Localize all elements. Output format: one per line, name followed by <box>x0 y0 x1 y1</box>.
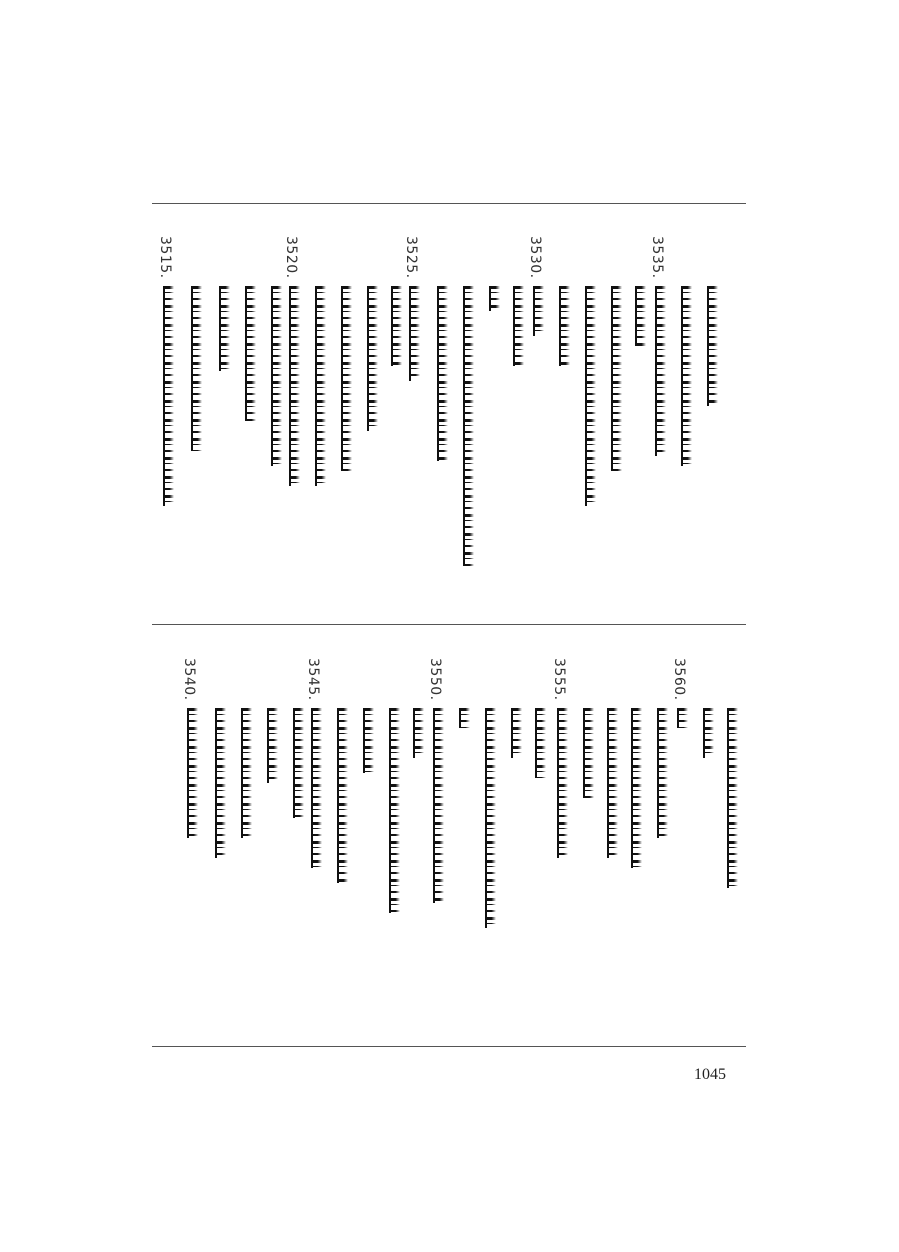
mongolian-script-line <box>363 708 378 773</box>
line-number: 3555. <box>551 658 567 701</box>
verse-line <box>358 658 386 908</box>
line-number: 3525. <box>403 236 419 279</box>
verse-line <box>672 658 700 908</box>
verse-line <box>186 236 214 516</box>
mongolian-script-line <box>187 708 202 838</box>
mongolian-script-line <box>367 286 382 431</box>
mongolian-script-line <box>511 708 526 758</box>
mongolian-script-line <box>535 708 550 778</box>
verse-line <box>310 236 338 516</box>
mongolian-script-line <box>163 286 178 506</box>
mongolian-script-line <box>655 286 670 456</box>
page-number: 1045 <box>694 1066 726 1083</box>
mongolian-script-line <box>315 286 330 486</box>
bottom-rule <box>152 1046 746 1047</box>
verse-line <box>214 236 242 516</box>
verse-line <box>528 236 556 516</box>
verse-line <box>306 658 334 908</box>
verse-line <box>404 236 432 516</box>
mongolian-script-line <box>559 286 574 366</box>
verse-block-lower <box>0 658 899 908</box>
mongolian-script-line <box>433 708 448 903</box>
verse-line <box>722 658 750 908</box>
verse-line <box>454 658 482 908</box>
mongolian-script-line <box>489 286 504 311</box>
mongolian-script-line <box>611 286 626 471</box>
mongolian-script-line <box>289 286 304 486</box>
mongolian-script-line <box>727 708 742 888</box>
mongolian-script-line <box>219 286 234 371</box>
line-number: 3545. <box>305 658 321 701</box>
verse-line <box>554 236 582 516</box>
mongolian-script-line <box>607 708 622 858</box>
verse-line <box>580 236 608 516</box>
mongolian-script-line <box>413 708 428 758</box>
line-number: 3550. <box>427 658 443 701</box>
mongolian-script-line <box>389 708 404 913</box>
verse-line <box>676 236 704 516</box>
mongolian-script-line <box>533 286 548 336</box>
mongolian-script-line <box>485 708 500 928</box>
mongolian-script-line <box>191 286 206 451</box>
verse-line <box>626 658 654 908</box>
verse-line <box>158 236 186 516</box>
verse-block-upper <box>0 236 899 516</box>
line-number: 3540. <box>181 658 197 701</box>
mongolian-script-line <box>241 708 256 838</box>
line-number: 3535. <box>649 236 665 279</box>
mongolian-script-line <box>463 286 478 566</box>
mongolian-script-line <box>657 708 672 838</box>
mongolian-script-line <box>677 708 692 728</box>
line-number: 3560. <box>671 658 687 701</box>
verse-line <box>428 658 456 908</box>
verse-line <box>182 658 210 908</box>
mongolian-script-line <box>311 708 326 868</box>
mongolian-script-line <box>215 708 230 858</box>
verse-line <box>480 658 508 908</box>
mongolian-script-line <box>583 708 598 798</box>
mongolian-script-line <box>341 286 356 471</box>
verse-line <box>336 236 364 516</box>
mongolian-script-line <box>513 286 528 366</box>
verse-line <box>332 658 360 908</box>
mongolian-script-line <box>437 286 452 461</box>
verse-line <box>650 236 678 516</box>
mongolian-script-line <box>557 708 572 858</box>
line-number: 3515. <box>157 236 173 279</box>
verse-line <box>458 236 486 516</box>
middle-rule <box>152 624 746 625</box>
mongolian-script-line <box>707 286 722 406</box>
mongolian-script-line <box>409 286 424 381</box>
top-rule <box>152 203 746 204</box>
line-number: 3520. <box>283 236 299 279</box>
mongolian-script-line <box>337 708 352 883</box>
mongolian-script-line <box>631 708 646 868</box>
verse-line <box>240 236 268 516</box>
verse-line <box>432 236 460 516</box>
mongolian-script-line <box>703 708 718 758</box>
mongolian-script-line <box>267 708 282 783</box>
verse-line <box>552 658 580 908</box>
line-number: 3530. <box>527 236 543 279</box>
verse-line <box>284 236 312 516</box>
verse-line <box>262 658 290 908</box>
verse-line <box>236 658 264 908</box>
mongolian-script-line <box>245 286 260 421</box>
mongolian-script-line <box>635 286 650 346</box>
mongolian-script-line <box>681 286 696 466</box>
mongolian-script-line <box>459 708 474 728</box>
mongolian-script-line <box>585 286 600 506</box>
verse-line <box>702 236 730 516</box>
verse-line <box>210 658 238 908</box>
